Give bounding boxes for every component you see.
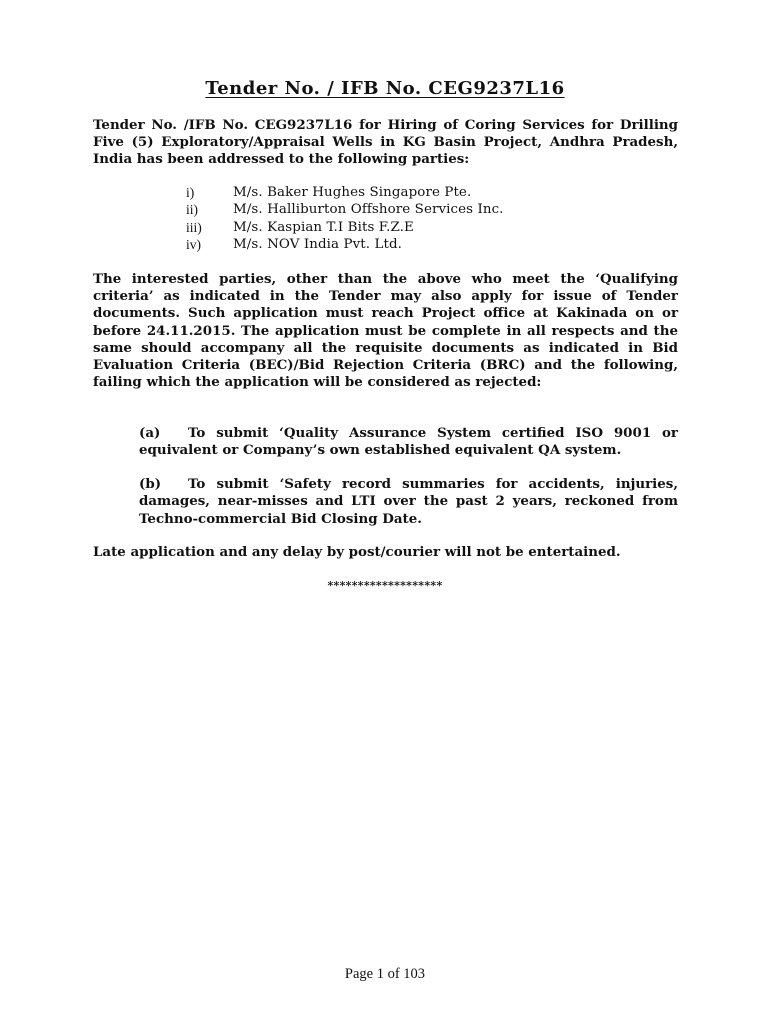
criteria-paragraph: The interested parties, other than the above who meet the ‘Qualifying criteria’ as indicated in the Tender may also apply for issue of Tender documents. Such application must reach Project office at Kakinada on or before 24.11.2015. The application must be complete in all respects and the same should accompany all the requisite documents as indicated in Bid Evaluation Criteria (BEC)/Bid Rejection Criteria (BRC) and the following, failing which the application will be considered as rejected:: [93, 271, 678, 391]
list-item: [186, 219, 504, 236]
list-item-number: i): [186, 185, 195, 200]
requirement-text: To submit ‘Quality Assurance System certified ISO 9001 or equivalent or Company’s own established equivalent QA system.: [139, 425, 678, 459]
list-item-name: M/s. Halliburton Offshore Services Inc.: [233, 202, 504, 218]
list-item-number: ii): [186, 202, 198, 218]
list-item: [186, 184, 504, 201]
requirement-tag: (a): [139, 425, 161, 441]
list-item: [186, 236, 504, 253]
requirement-a: [139, 425, 678, 460]
list-item-name: M/s. Baker Hughes Singapore Pte.: [233, 185, 472, 200]
requirement-text: To submit ‘Safety record summaries for accidents, injuries, damages, near-misses and LTI over the past 2 years, reckoned from Techno-commercial Bid Closing Date.: [139, 476, 678, 527]
closing-paragraph: Late application and any delay by post/courier will not be entertained.: [93, 544, 621, 560]
parties-list: [186, 184, 504, 253]
requirement-b: [139, 476, 678, 528]
intro-paragraph: Tender No. /IFB No. CEG9237L16 for Hiring of Coring Services for Drilling Five (5) Exploratory/Appraisal Wells in KG Basin Project, Andhra Pradesh, India has been addressed to the following parties:: [93, 117, 678, 168]
list-item-name: M/s. Kaspian T.I Bits F.Z.E: [233, 219, 414, 235]
list-item: [186, 201, 504, 218]
requirement-tag: (b): [139, 476, 162, 492]
separator: *******************: [327, 579, 443, 592]
list-item-number: iv): [186, 236, 201, 252]
list-item-number: iii): [186, 219, 202, 235]
page-title: Tender No. / IFB No. CEG9237L16: [205, 78, 565, 99]
page-number: Page 1 of 103: [344, 966, 426, 982]
list-item-name: M/s. NOV India Pvt. Ltd.: [233, 236, 402, 252]
